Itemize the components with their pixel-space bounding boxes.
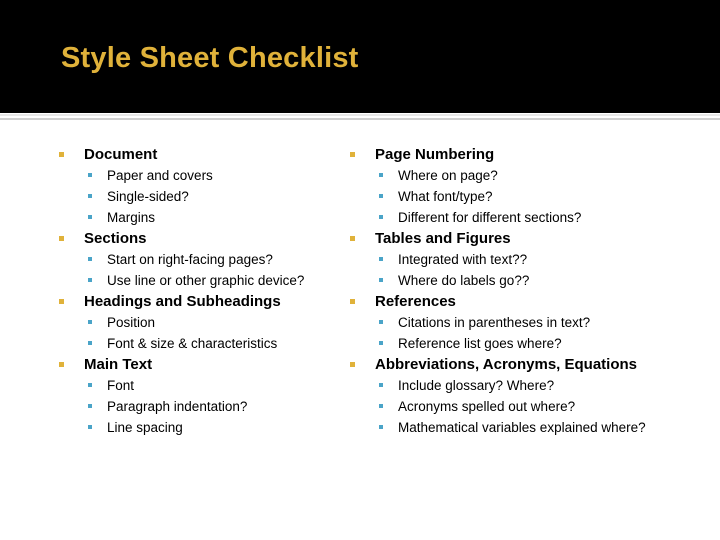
checklist-subitem <box>58 375 343 396</box>
subitem-label: What font/type? <box>398 189 493 204</box>
right-column <box>349 140 714 438</box>
small-square-bullet-icon <box>379 341 383 345</box>
small-square-bullet-icon <box>379 404 383 408</box>
subitem-label: Font <box>107 378 135 393</box>
subitem-label: Citations in parentheses in text? <box>398 315 591 330</box>
checklist-heading <box>349 144 714 165</box>
checklist-subitem <box>58 249 343 270</box>
heading-label: Main Text <box>84 356 153 373</box>
square-bullet-icon <box>59 299 64 304</box>
heading-label: Sections <box>84 230 147 247</box>
small-square-bullet-icon <box>88 341 92 345</box>
subitem-label: Integrated with text?? <box>398 252 528 267</box>
checklist-subitem <box>349 207 714 228</box>
heading-label: Document <box>84 146 158 163</box>
checklist-subitem <box>58 333 343 354</box>
small-square-bullet-icon <box>88 404 92 408</box>
checklist-subitem <box>58 165 343 186</box>
checklist-group <box>58 291 343 354</box>
small-square-bullet-icon <box>88 215 92 219</box>
checklist-group <box>58 354 343 438</box>
checklist-group <box>349 144 714 228</box>
subitem-label: Line spacing <box>107 420 183 435</box>
checklist-heading <box>58 228 343 249</box>
square-bullet-icon <box>59 236 64 241</box>
subitem-label: Single-sided? <box>107 189 189 204</box>
small-square-bullet-icon <box>88 320 92 324</box>
heading-label: Tables and Figures <box>375 230 511 247</box>
slide-title: Style Sheet Checklist <box>61 42 359 74</box>
checklist-heading <box>58 354 343 375</box>
square-bullet-icon <box>350 236 355 241</box>
subitem-label: Different for different sections? <box>398 210 582 225</box>
checklist-heading <box>349 228 714 249</box>
divider-line-top <box>0 114 720 116</box>
checklist-subitem <box>58 312 343 333</box>
checklist-heading <box>58 144 343 165</box>
square-bullet-icon <box>59 362 64 367</box>
subitem-label: Where do labels go?? <box>398 273 530 288</box>
checklist-subitem <box>349 186 714 207</box>
checklist-group <box>58 228 343 291</box>
checklist-group <box>349 291 714 354</box>
small-square-bullet-icon <box>88 383 92 387</box>
small-square-bullet-icon <box>88 425 92 429</box>
checklist-heading <box>349 354 714 375</box>
small-square-bullet-icon <box>379 257 383 261</box>
subitem-label: Start on right-facing pages? <box>107 252 273 267</box>
checklist-subitem <box>349 396 714 417</box>
subitem-label: Reference list goes where? <box>398 336 562 351</box>
small-square-bullet-icon <box>379 194 383 198</box>
checklist-subitem <box>349 417 714 438</box>
checklist-subitem <box>349 249 714 270</box>
square-bullet-icon <box>350 362 355 367</box>
divider-line-bottom <box>0 118 720 120</box>
subitem-label: Include glossary? Where? <box>398 378 555 393</box>
heading-label: Abbreviations, Acronyms, Equations <box>375 356 637 373</box>
subitem-label: Use line or other graphic device? <box>107 273 305 288</box>
small-square-bullet-icon <box>379 215 383 219</box>
small-square-bullet-icon <box>379 425 383 429</box>
heading-label: References <box>375 293 456 310</box>
subitem-label: Paragraph indentation? <box>107 399 248 414</box>
title-bar <box>0 0 720 113</box>
checklist-subitem <box>58 207 343 228</box>
square-bullet-icon <box>59 152 64 157</box>
square-bullet-icon <box>350 299 355 304</box>
checklist-group <box>349 228 714 291</box>
square-bullet-icon <box>350 152 355 157</box>
checklist-group <box>349 354 714 438</box>
subitem-label: Acronyms spelled out where? <box>398 399 576 414</box>
checklist-heading <box>349 291 714 312</box>
heading-label: Page Numbering <box>375 146 495 163</box>
checklist-subitem <box>58 270 343 291</box>
subitem-label: Paper and covers <box>107 168 213 183</box>
checklist-subitem <box>349 375 714 396</box>
checklist-subitem <box>349 270 714 291</box>
subitem-label: Mathematical variables explained where? <box>398 420 646 435</box>
left-column <box>58 140 343 438</box>
small-square-bullet-icon <box>379 278 383 282</box>
small-square-bullet-icon <box>379 320 383 324</box>
checklist-heading <box>58 291 343 312</box>
small-square-bullet-icon <box>88 173 92 177</box>
checklist-subitem <box>349 165 714 186</box>
checklist-group <box>58 144 343 228</box>
small-square-bullet-icon <box>379 383 383 387</box>
checklist-subitem <box>349 333 714 354</box>
small-square-bullet-icon <box>88 278 92 282</box>
heading-label: Headings and Subheadings <box>84 293 281 310</box>
subitem-label: Font & size & characteristics <box>107 336 278 351</box>
checklist-subitem <box>58 396 343 417</box>
small-square-bullet-icon <box>88 194 92 198</box>
checklist-subitem <box>349 312 714 333</box>
checklist-subitem <box>58 417 343 438</box>
small-square-bullet-icon <box>88 257 92 261</box>
checklist-subitem <box>58 186 343 207</box>
subitem-label: Margins <box>107 210 156 225</box>
subitem-label: Where on page? <box>398 168 498 183</box>
subitem-label: Position <box>107 315 156 330</box>
small-square-bullet-icon <box>379 173 383 177</box>
